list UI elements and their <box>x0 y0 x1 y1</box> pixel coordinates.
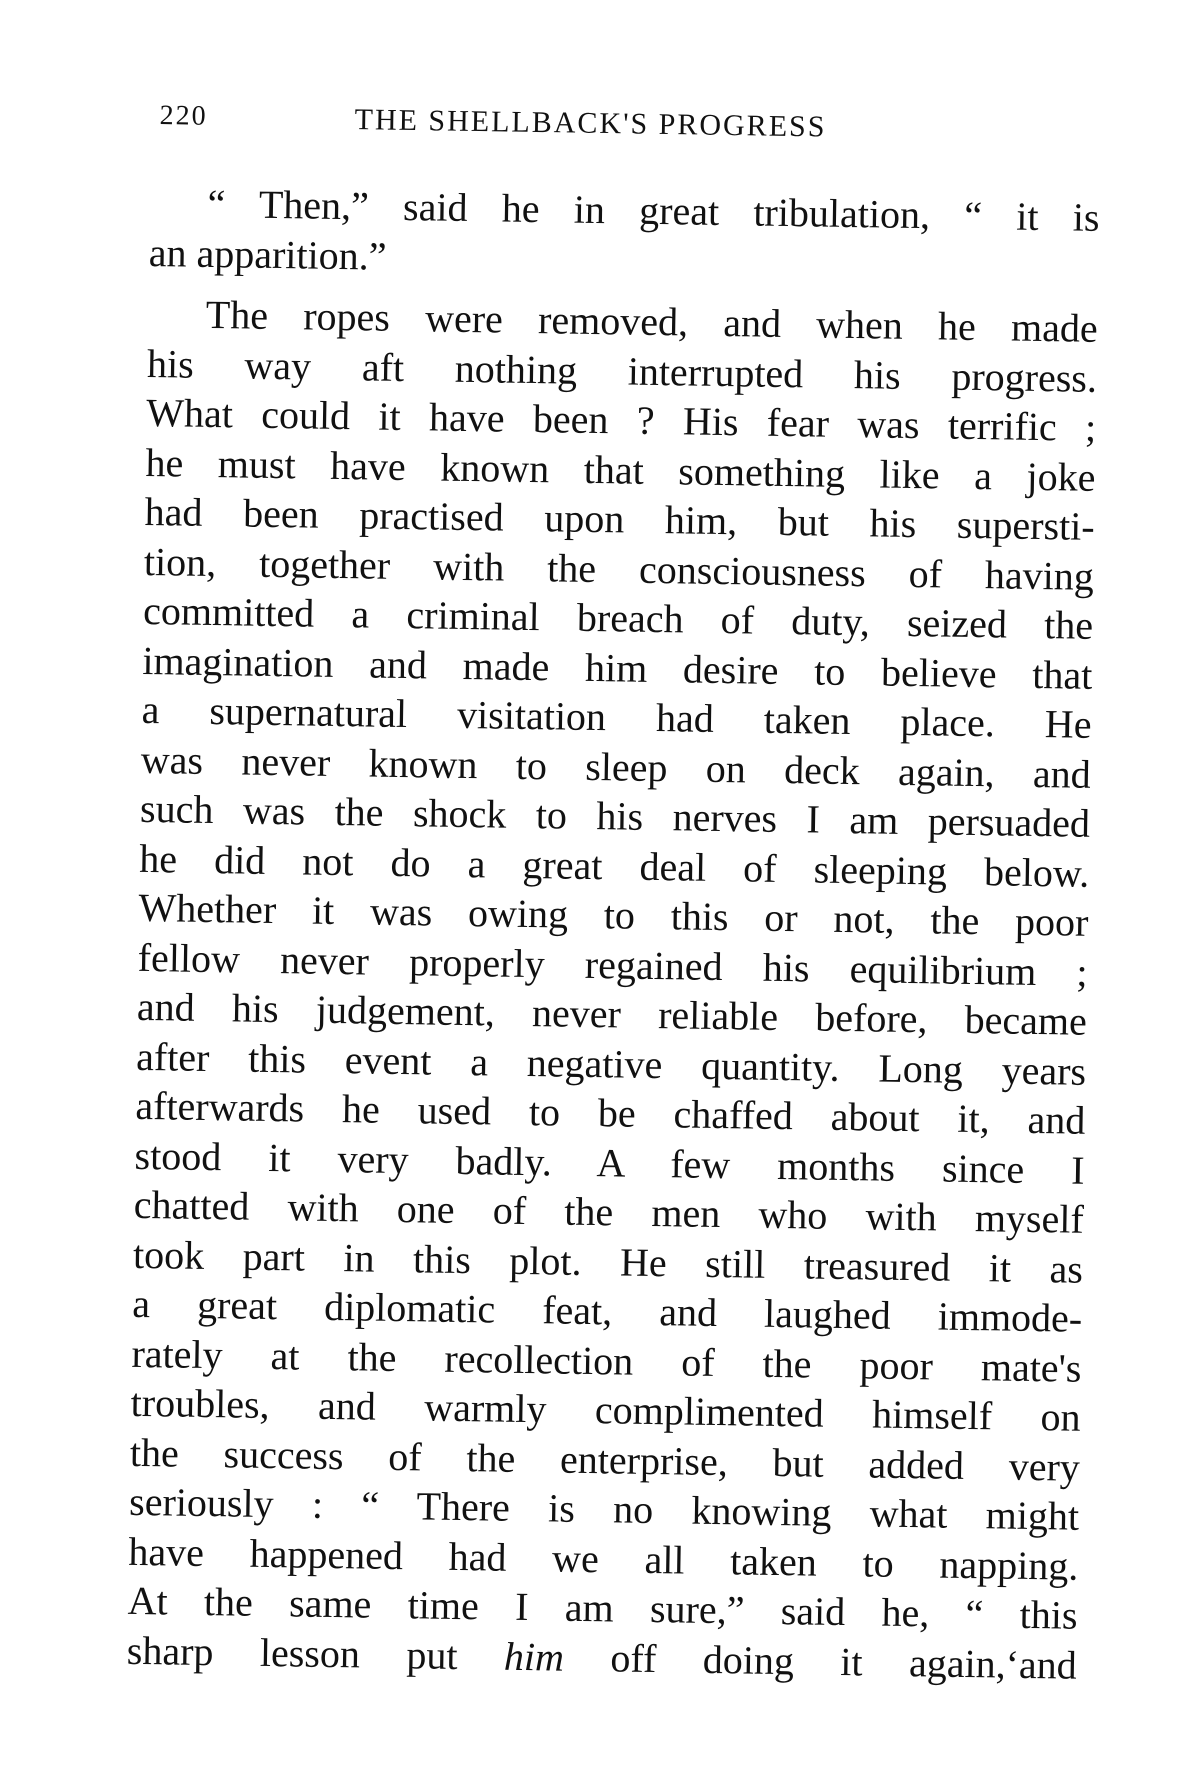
body-text <box>126 178 1099 1690</box>
text-line: chatted with one of the men who with myself <box>133 1181 1085 1242</box>
italic-word: him <box>503 1633 565 1680</box>
text-line: and his judgement, never reliable before, became <box>136 983 1088 1044</box>
text-line: his way aft nothing interrupted his progress. <box>146 340 1098 401</box>
text-line: afterwards he used to be chaffed about it, and <box>135 1082 1086 1143</box>
text-fragment: off doing it again,‘and <box>610 1634 1078 1688</box>
text-line: troubles, and warmly complimented himself on <box>130 1379 1082 1440</box>
text-line: fellow never properly regained his equilibrium ; <box>137 934 1089 995</box>
text-line: imagination and made him desire to believe that <box>142 637 1093 698</box>
text-line: an apparition.” <box>148 229 387 279</box>
text-line: Whether it was owing to this or not, the poor <box>138 884 1089 945</box>
text-line: seriously : “ There is no knowing what might <box>128 1478 1080 1539</box>
text-line: At the same time I am sure,” said he, “ this <box>127 1577 1078 1638</box>
text-line: he did not do a great deal of sleeping below. <box>138 835 1090 896</box>
text-line: the success of the enterprise, but added very <box>129 1429 1081 1490</box>
text-line: had been practised upon him, but his supersti- <box>144 488 1095 549</box>
text-line: have happened had we all taken to napping. <box>128 1528 1079 1589</box>
running-head <box>159 96 935 158</box>
text-line: a great diplomatic feat, and laughed immode- <box>131 1280 1083 1341</box>
page-number: 220 <box>159 99 208 132</box>
text-line: What could it have been ? His fear was terrific ; <box>145 389 1097 450</box>
text-line: he must have known that something like a joke <box>145 439 1096 500</box>
text-line: a supernatural visitation had taken place. He <box>141 686 1092 747</box>
running-title: THE SHELLBACK'S PROGRESS <box>354 103 827 144</box>
text-line: rately at the recollection of the poor mate's <box>131 1330 1082 1391</box>
text-line: committed a criminal breach of duty, seized the <box>142 587 1094 648</box>
text-line: took part in this plot. He still treasured it as <box>132 1231 1084 1292</box>
text-line: tion, together with the consciousness of having <box>143 538 1095 599</box>
text-line: The ropes were removed, and when he made <box>205 291 1099 351</box>
text-line: was never known to sleep on deck again, and <box>140 736 1092 797</box>
text-line: stood it very badly. A few months since I <box>134 1132 1085 1193</box>
text-line: “ Then,” said he in great tribulation, “ it is <box>207 180 1100 240</box>
text-line: after this event a negative quantity. Long years <box>135 1033 1087 1094</box>
text-fragment: sharp lesson put <box>126 1627 458 1678</box>
text-line: such was the shock to his nerves I am persuaded <box>139 785 1091 846</box>
